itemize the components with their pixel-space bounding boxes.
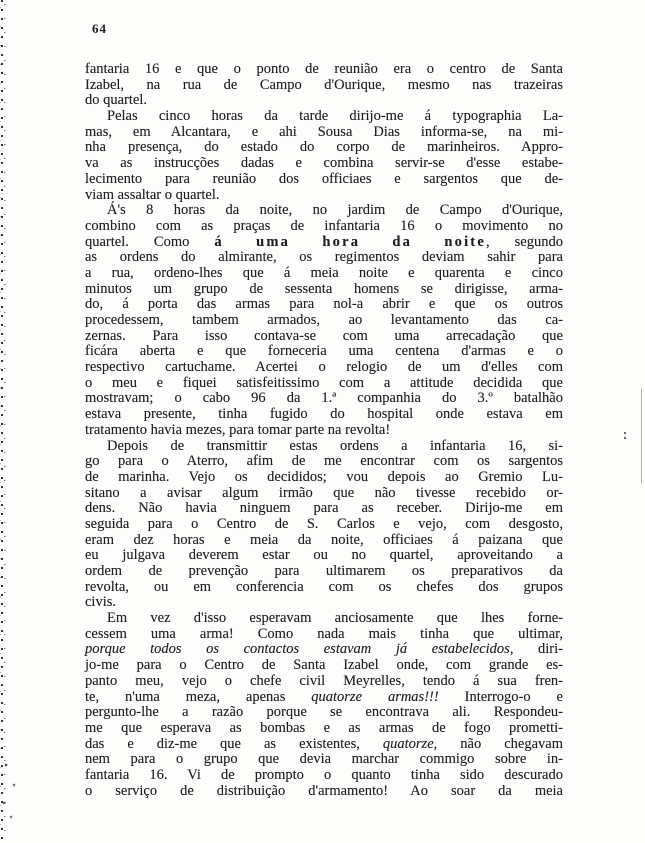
text-line	[85, 470, 563, 486]
text-line	[85, 313, 563, 329]
text-line	[85, 611, 563, 627]
text-run: zernas. Para isso contava-se com uma arrecadação que	[85, 327, 563, 344]
text-run: revolta, ou em conferencia com os chefes dos grupos	[85, 578, 563, 595]
text-line	[85, 250, 563, 266]
text-line	[85, 156, 563, 172]
text-line	[85, 454, 563, 470]
bold-text-run: á uma hora da noite	[214, 233, 486, 250]
page-number: 64	[92, 21, 107, 36]
text-line	[85, 125, 563, 141]
text-line	[85, 62, 563, 78]
text-run: quartel. Como	[85, 233, 215, 250]
text-line	[85, 78, 563, 94]
text-line	[85, 721, 563, 737]
page-text	[85, 62, 563, 799]
text-run: sitano a avisar algum irmão que não tivesse recebido or-	[85, 484, 563, 501]
text-run: das e diz-me que as existentes,	[85, 735, 383, 752]
text-line	[85, 344, 563, 360]
text-line	[85, 266, 563, 282]
text-line	[85, 329, 563, 345]
text-line	[85, 439, 563, 455]
text-run: seguida para o Centro de S. Carlos e vejo, com desgosto,	[85, 515, 563, 532]
text-line	[85, 282, 563, 298]
text-run: Interrogo-o e	[438, 688, 563, 705]
text-line	[85, 690, 563, 706]
text-line	[85, 658, 563, 674]
text-run: cessem uma arma! Como nada mais tinha que ultimar,	[85, 625, 563, 642]
text-line	[85, 784, 563, 800]
text-run: minutos um grupo de sessenta homens se dirigisse, arma-	[85, 280, 563, 297]
text-line	[85, 642, 563, 658]
text-run: dens. Não havia ninguem para as receber. Dirijo-me em	[85, 500, 563, 517]
text-run: as ordens do almirante, os regimentos deviam sahir para	[85, 249, 563, 266]
italic-text-run: porque todos os contactos estavam já estabelecidos	[85, 641, 510, 658]
text-run: lecimento para reunião dos officiaes e sargentos que de-	[85, 170, 563, 187]
text-run: mas, em Alcantara, e ahi Sousa Dias informa-se, na mi-	[85, 123, 563, 140]
text-line	[85, 109, 563, 125]
text-run: , não chegavam	[433, 735, 563, 752]
text-run: procedessem, tambem armados, ao levantamento das ca-	[85, 312, 563, 328]
text-run: Depois de transmittir estas ordens a infantaria 16, si-	[107, 437, 563, 454]
text-run: Izabel, na rua de Campo d'Ourique, mesmo nas trazeiras	[85, 76, 563, 93]
text-line	[85, 391, 563, 407]
text-line	[85, 548, 563, 564]
text-line	[85, 376, 563, 392]
text-run: ficára aberta e que forneceria uma centena d'armas e o	[85, 343, 563, 360]
text-line	[85, 705, 563, 721]
text-run: a rua, ordeno-lhes que á meia noite e quarenta e cinco	[85, 264, 563, 281]
text-run: o serviço de distribuição d'armamento! Ao soar da meia	[85, 782, 563, 799]
text-run: te, n'uma meza, apenas	[85, 688, 312, 705]
text-run: , diri-	[509, 641, 563, 658]
text-line	[85, 423, 563, 439]
text-run: mostravam; o cabo 96 da 1.ª companhia do 3.º batalhão	[85, 390, 563, 407]
text-run: nha presença, do estado do corpo de marinheiros. Appro-	[85, 139, 563, 156]
text-line	[85, 595, 563, 611]
text-line	[85, 235, 563, 251]
text-run: eram dez horas e meia da noite, officiaes á paizana que	[85, 531, 563, 548]
text-line	[85, 172, 563, 188]
text-run: do, á porta das armas para nol-a abrir e que os outros	[85, 296, 563, 313]
text-run: viam assaltar o quartel.	[85, 186, 220, 203]
text-run: fantaria 16. Vi de prompto o quanto tinha sido descurado	[85, 766, 563, 783]
text-run: estava presente, tinha fugido do hospital onde estava em	[85, 406, 563, 423]
text-line	[85, 140, 563, 156]
text-line	[85, 564, 563, 580]
text-line	[85, 360, 563, 376]
text-line	[85, 219, 563, 235]
text-line	[85, 407, 563, 423]
text-run: o meu e fiquei satisfeitissimo com a attitude decidida que	[85, 374, 563, 391]
text-line	[85, 674, 563, 690]
text-run: , segundo	[485, 233, 563, 250]
text-run: civis.	[85, 594, 117, 611]
text-run: Á's 8 horas da noite, no jardim de Campo d'Ourique,	[107, 202, 563, 219]
text-run: de marinha. Vejo os decididos; vou depois ao Gremio Lu-	[85, 468, 563, 485]
text-run: ordem de prevenção para ultimarem os preparativos da	[85, 563, 563, 579]
text-line	[85, 203, 563, 219]
text-line	[85, 627, 563, 643]
text-run: panto meu, vejo o chefe civil Meyrelles, tendo á sua fren-	[85, 672, 563, 689]
scan-edge-noise	[0, 0, 7, 843]
italic-text-run: quatorze armas!!!	[311, 688, 439, 705]
text-line	[85, 580, 563, 596]
text-run: respectivo cartuchame. Acertei o relogio de um d'elles com	[85, 359, 563, 376]
scan-edge-line	[641, 388, 642, 484]
text-run: tratamento havia mezes, para tomar parte na revolta!	[85, 421, 391, 438]
scan-corner-noise	[0, 755, 22, 825]
text-line	[85, 501, 563, 517]
text-line	[85, 752, 563, 768]
text-run: go para o Aterro, afim de me encontrar com os sargentos	[85, 453, 563, 470]
text-run: eu julgava deverem estar ou no quartel, aproveitando a	[85, 547, 563, 564]
scan-speck	[624, 432, 626, 434]
text-run: Pelas cinco horas da tarde dirijo-me á typographia La-	[107, 108, 563, 125]
text-line	[85, 486, 563, 502]
text-run: Em vez d'isso esperavam anciosamente que lhes forne-	[107, 610, 563, 627]
text-line	[85, 737, 563, 753]
text-run: fantaria 16 e que o ponto de reunião era o centro de Santa	[85, 61, 563, 77]
text-run: combino com as praças de infantaria 16 o movimento no	[85, 217, 563, 234]
text-line	[85, 188, 563, 204]
text-line	[85, 517, 563, 533]
text-line	[85, 768, 563, 784]
text-run: nem para o grupo que devia marchar commigo sobre in-	[85, 751, 563, 768]
text-run: va as instrucções dadas e combina servir-se d'esse estabe-	[85, 155, 563, 172]
italic-text-run: quatorze	[382, 735, 434, 752]
text-run: do quartel.	[85, 92, 148, 109]
text-run: pergunto-lhe a razão porque se encontrava ali. Respondeu-	[85, 704, 563, 721]
text-line	[85, 93, 563, 109]
text-run: jo-me para o Centro de Santa Izabel onde, com grande es-	[85, 657, 563, 674]
text-line	[85, 533, 563, 549]
text-run: me que esperava as bombas e as armas de fogo prometti-	[85, 719, 563, 736]
text-line	[85, 297, 563, 313]
